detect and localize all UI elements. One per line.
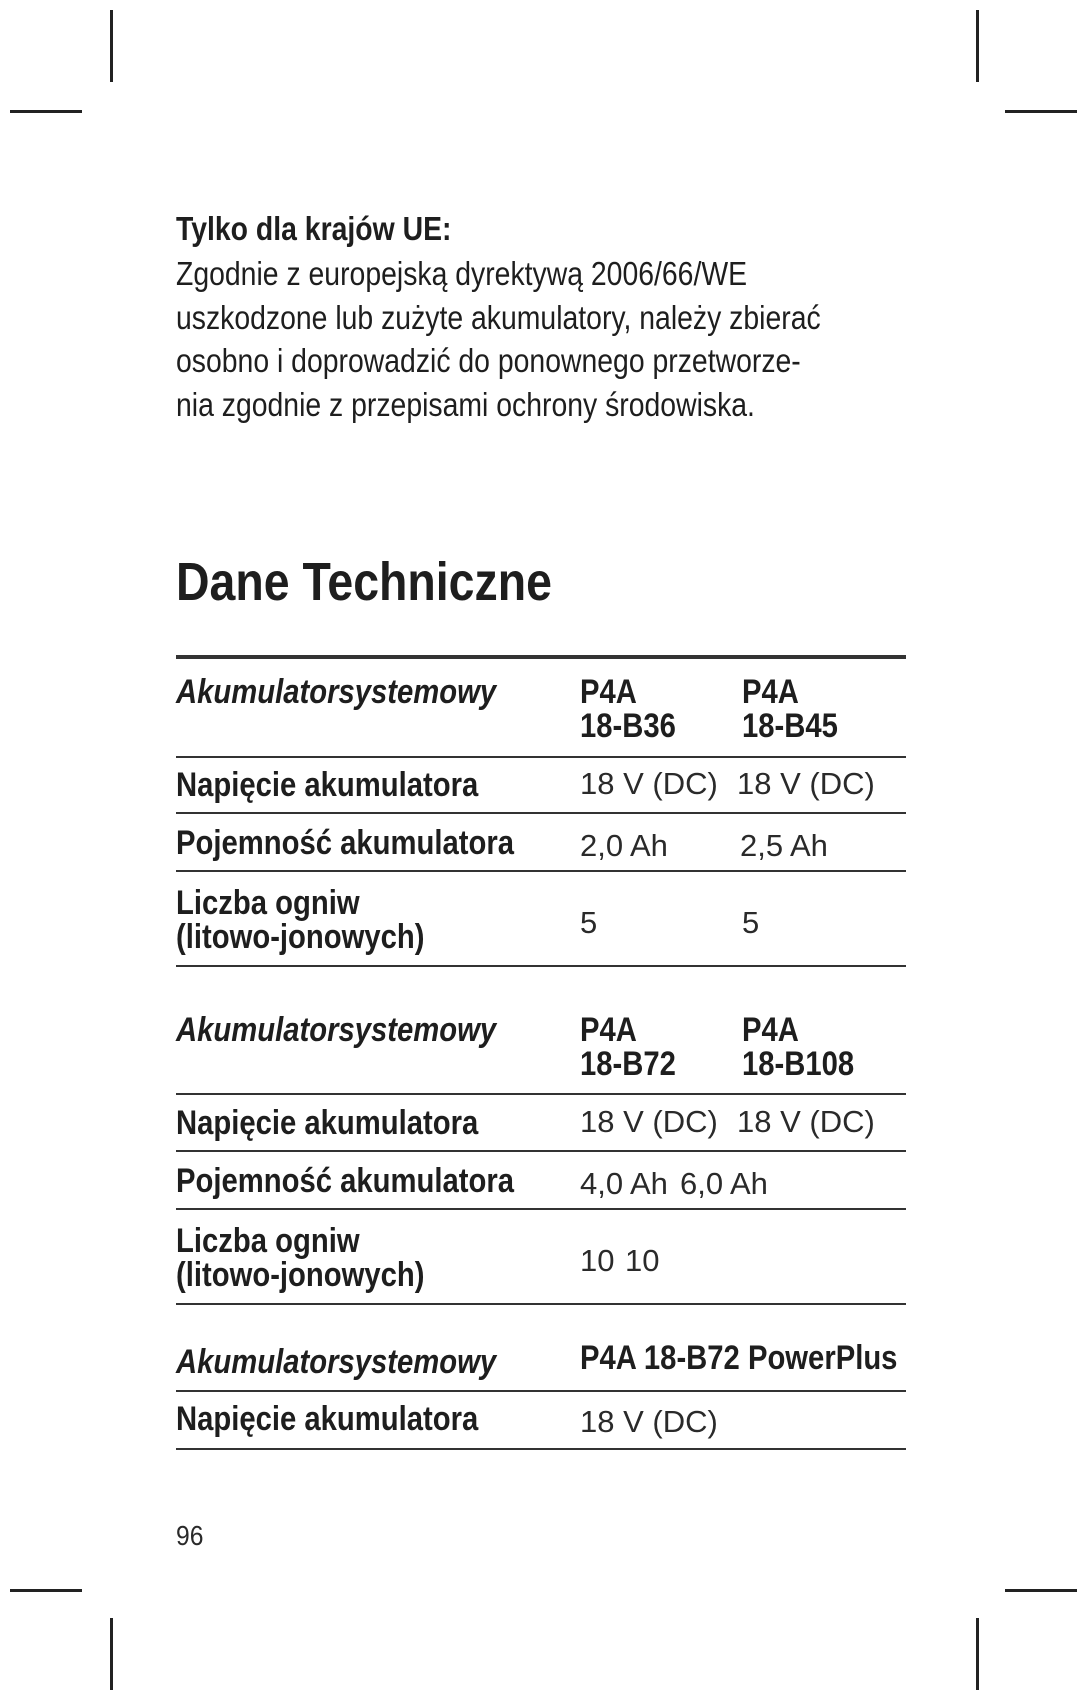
eu-notice-line: Zgodnie z europejską dyrektywą 2006/66/WE [176, 255, 748, 292]
crop-mark-bottom-left-vertical [110, 1618, 113, 1690]
capacity-value: 6,0 Ah [680, 1166, 768, 1201]
cell-count-value: 5 [742, 905, 760, 940]
cell-count-value: 5 [580, 905, 598, 940]
voltage-value: 18 V (DC) [580, 1404, 718, 1439]
crop-mark-top-left-horizontal [10, 110, 82, 113]
voltage-label: Napięcie akumulatora [176, 1104, 479, 1142]
model-name-line: 18-B72 [580, 1045, 676, 1083]
crop-mark-top-right-horizontal [1005, 110, 1077, 113]
model-single: P4A 18-B72 PowerPlus [580, 1339, 898, 1377]
table-bottom-rule [176, 1448, 906, 1450]
crop-mark-bottom-right-horizontal [1005, 1589, 1077, 1592]
eu-notice-line: uszkodzone lub zużyte akumulatory, należy zbierać [176, 298, 821, 336]
model-name-line: 18-B108 [742, 1045, 855, 1083]
table-row-divider [176, 1303, 906, 1305]
eu-notice-heading: Tylko dla krajów UE: [176, 210, 452, 247]
cell-count-value: 10 [625, 1243, 660, 1278]
table-row-divider [176, 870, 906, 872]
table-header-label: Akumulatorsystemowy [176, 1343, 497, 1381]
cell-count-label [176, 1224, 424, 1292]
model-name-line: P4A [742, 1011, 799, 1049]
table-row-divider [176, 756, 906, 758]
voltage-label: Napięcie akumulatora [176, 766, 479, 804]
crop-mark-bottom-left-horizontal [10, 1589, 82, 1592]
voltage-value: 18 V (DC) [580, 766, 718, 801]
cell-count-label-line: Liczba ogniw [176, 884, 360, 922]
crop-mark-top-left-vertical [110, 10, 113, 82]
cell-count-label [176, 886, 424, 954]
model-name-line: 18-B45 [742, 707, 838, 745]
table-row-divider [176, 1208, 906, 1210]
table-header-label: Akumulatorsystemowy [176, 673, 497, 711]
model-column-1 [580, 675, 676, 743]
voltage-value: 18 V (DC) [737, 766, 875, 801]
section-title: Dane Techniczne [176, 552, 552, 612]
voltage-label: Napięcie akumulatora [176, 1400, 479, 1438]
table-row-divider [176, 812, 906, 814]
table-row-divider [176, 1150, 906, 1152]
model-name-line: 18-B36 [580, 707, 676, 745]
voltage-value: 18 V (DC) [580, 1104, 718, 1139]
model-column-2 [742, 675, 838, 743]
eu-notice-line: nia zgodnie z przepisami ochrony środowiska. [176, 385, 755, 423]
table-row-divider [176, 1390, 906, 1392]
voltage-value: 18 V (DC) [737, 1104, 875, 1139]
model-name-line: P4A [580, 673, 637, 711]
cell-count-label-line: Liczba ogniw [176, 1222, 360, 1260]
capacity-label: Pojemność akumulatora [176, 824, 514, 862]
model-name-line: P4A [580, 1011, 637, 1049]
table-header-label: Akumulatorsystemowy [176, 1011, 497, 1049]
model-column-1 [580, 1013, 676, 1081]
cell-count-label-line: (litowo-jonowych) [176, 918, 425, 956]
model-column-2 [742, 1013, 854, 1081]
crop-mark-top-right-vertical [976, 10, 979, 82]
eu-notice-body [176, 252, 907, 426]
table-row-divider [176, 965, 906, 967]
table-top-rule [176, 655, 906, 659]
cell-count-label-line: (litowo-jonowych) [176, 1256, 425, 1294]
crop-mark-bottom-right-vertical [976, 1618, 979, 1690]
page-number: 96 [176, 1520, 204, 1551]
cell-count-value: 10 [580, 1243, 615, 1278]
table-row-divider [176, 1093, 906, 1095]
model-name-line: P4A [742, 673, 799, 711]
capacity-value: 4,0 Ah [580, 1166, 668, 1201]
capacity-label: Pojemność akumulatora [176, 1162, 514, 1200]
capacity-value: 2,0 Ah [580, 828, 668, 863]
capacity-value: 2,5 Ah [740, 828, 828, 863]
eu-notice-line: osobno i doprowadzić do ponownego przetworze- [176, 342, 801, 379]
